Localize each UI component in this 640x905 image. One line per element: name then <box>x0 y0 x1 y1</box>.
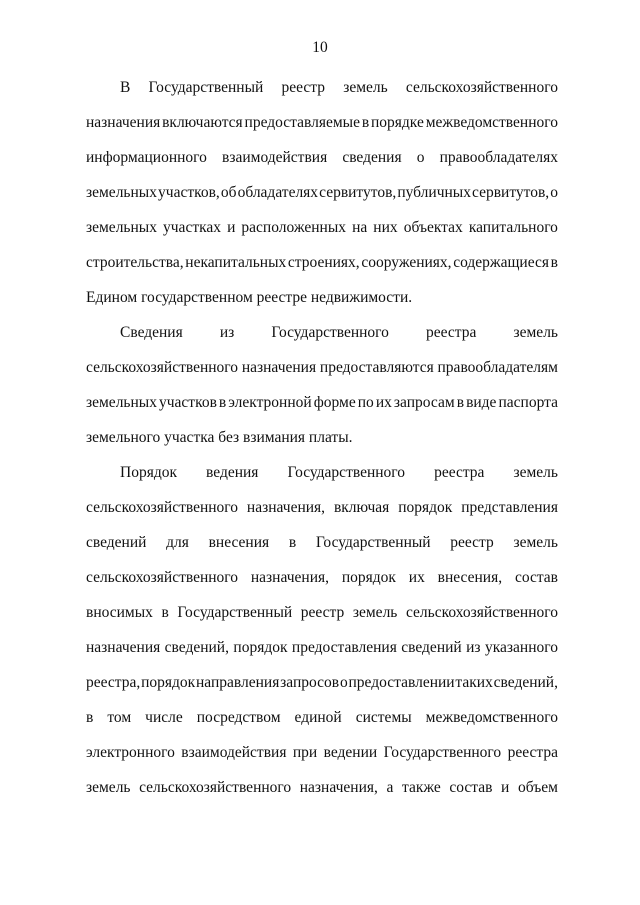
word: расположенных <box>241 219 347 236</box>
word: реестр <box>450 534 494 551</box>
word: земель <box>343 79 388 96</box>
word: объектах <box>403 219 463 236</box>
word: информационного <box>86 149 207 166</box>
word: в <box>86 709 94 726</box>
word: земель <box>86 779 131 796</box>
word: сведений <box>86 534 147 551</box>
word: строительства, <box>86 254 184 271</box>
word: по <box>357 394 374 411</box>
word: реестр <box>281 79 326 96</box>
word: внесения, <box>437 569 503 586</box>
word: указанного <box>484 639 558 656</box>
text-line <box>120 323 558 343</box>
word: строениях, <box>287 254 360 271</box>
word: участков, <box>158 184 220 201</box>
word: назначения, <box>250 569 329 586</box>
text-line <box>120 463 558 483</box>
text-line <box>86 708 558 728</box>
text-line <box>86 498 558 518</box>
word: капитального <box>468 219 558 236</box>
word: а <box>386 779 394 796</box>
text-line <box>86 778 558 798</box>
word: включаются <box>162 114 243 131</box>
word: реестра <box>426 324 477 341</box>
word: об <box>220 184 237 201</box>
word: о <box>550 184 558 201</box>
word: паспорта <box>498 394 558 411</box>
text-line <box>86 358 558 378</box>
word: Государственный <box>177 604 293 621</box>
word: электронной <box>228 394 312 411</box>
word: содержащиеся <box>453 254 549 271</box>
word: земель <box>513 324 558 341</box>
word: предоставлении <box>348 674 455 691</box>
word: числе <box>145 709 183 726</box>
word: таких <box>455 674 493 691</box>
word: запросам <box>393 394 455 411</box>
word: о <box>339 674 348 691</box>
word: вносимых <box>86 604 153 621</box>
word: Сведения <box>120 324 183 341</box>
text-line <box>86 673 558 693</box>
word: межведомственного <box>425 114 558 131</box>
word: включая <box>333 499 390 516</box>
text-line <box>86 148 558 168</box>
word: посредством <box>196 709 281 726</box>
word: сведений, <box>164 639 229 656</box>
word: виде <box>466 394 497 411</box>
word: в <box>361 114 370 131</box>
word: реестра <box>434 464 485 481</box>
word: сведений, <box>493 674 558 691</box>
word: системы <box>355 709 412 726</box>
text-line <box>86 183 558 203</box>
word: Государственный <box>315 534 431 551</box>
word: о <box>416 149 425 166</box>
word: их <box>408 569 425 586</box>
word: также <box>401 779 441 796</box>
text-line <box>86 603 558 623</box>
word: единой <box>294 709 342 726</box>
word: земель <box>513 534 558 551</box>
word: сельскохозяйственного <box>86 499 239 516</box>
word: в <box>550 254 558 271</box>
word: при <box>292 744 318 761</box>
word: земельных <box>86 184 157 201</box>
word: Государственного <box>383 744 502 761</box>
word: состав <box>514 569 558 586</box>
word: сервитутов, <box>472 184 550 201</box>
word: в <box>288 534 297 551</box>
word: сельскохозяйственного <box>405 604 558 621</box>
word: земельных <box>86 394 157 411</box>
word: направления <box>196 674 280 691</box>
word: межведомственного <box>425 709 558 726</box>
text-line <box>86 638 558 658</box>
word: сельскохозяйственного <box>405 79 558 96</box>
word: участков <box>159 394 217 411</box>
word: взаимодействия <box>181 744 287 761</box>
word: реестра, <box>86 674 141 691</box>
word: порядок <box>233 639 288 656</box>
word: сельскохозяйственного <box>86 569 239 586</box>
word: представления <box>461 499 558 516</box>
word: порядок <box>141 674 196 691</box>
word: сведения <box>342 149 402 166</box>
word: правообладателям <box>437 359 558 376</box>
text-line <box>86 113 558 133</box>
text-line: земельного участка без взимания платы. <box>86 429 353 446</box>
word: для <box>166 534 189 551</box>
word: Порядок <box>120 464 177 481</box>
word: них <box>373 219 398 236</box>
word: земель <box>352 604 398 621</box>
word: на <box>352 219 368 236</box>
word: некапитальных <box>185 254 287 271</box>
word: сооружениях, <box>361 254 452 271</box>
text-line <box>86 393 558 413</box>
word: объем <box>517 779 558 796</box>
word: в <box>218 394 227 411</box>
word: земель <box>513 464 558 481</box>
word: назначения, <box>246 499 326 516</box>
word: назначения <box>86 114 161 131</box>
word: состав <box>449 779 493 796</box>
word: назначения <box>86 639 161 656</box>
word: земельных <box>86 219 157 236</box>
word: порядок <box>398 499 453 516</box>
word: и <box>227 219 236 236</box>
word: порядок <box>341 569 396 586</box>
word: в <box>161 604 169 621</box>
word: порядке <box>371 114 424 131</box>
text-line <box>86 533 558 553</box>
text-line <box>86 568 558 588</box>
word: Государственного <box>287 464 406 481</box>
word: форме <box>313 394 356 411</box>
text-line <box>120 78 558 98</box>
word: предоставления <box>291 639 397 656</box>
word: сведений <box>401 639 462 656</box>
word: запросов <box>280 674 340 691</box>
page-number: 10 <box>312 39 328 56</box>
word: ведении <box>323 744 378 761</box>
word: из <box>219 324 235 341</box>
word: Государственного <box>271 324 389 341</box>
word: назначения <box>241 359 317 376</box>
word: реестр <box>300 604 345 621</box>
word: внесения <box>208 534 270 551</box>
word: из <box>466 639 481 656</box>
word: в <box>456 394 465 411</box>
word: участках <box>163 219 222 236</box>
word: сельскохозяйственного <box>86 359 239 376</box>
word: электронного <box>86 744 175 761</box>
word: ведения <box>206 464 259 481</box>
text-line <box>86 253 558 273</box>
word: предоставляются <box>319 359 434 376</box>
word: В <box>120 79 131 96</box>
word: их <box>375 394 392 411</box>
text-line: Едином государственном реестре недвижимости. <box>86 289 413 306</box>
text-line <box>86 218 558 238</box>
word: том <box>107 709 132 726</box>
word: взаимодействия <box>222 149 328 166</box>
word: обладателях <box>237 184 319 201</box>
text-line <box>86 743 558 763</box>
word: правообладателях <box>439 149 558 166</box>
word: публичных <box>397 184 471 201</box>
word: сельскохозяйственного <box>139 779 292 796</box>
word: Государственный <box>148 79 264 96</box>
word: и <box>501 779 510 796</box>
word: предоставляемые <box>244 114 360 131</box>
word: реестра <box>507 744 558 761</box>
word: назначения, <box>299 779 378 796</box>
word: сервитутов, <box>319 184 397 201</box>
